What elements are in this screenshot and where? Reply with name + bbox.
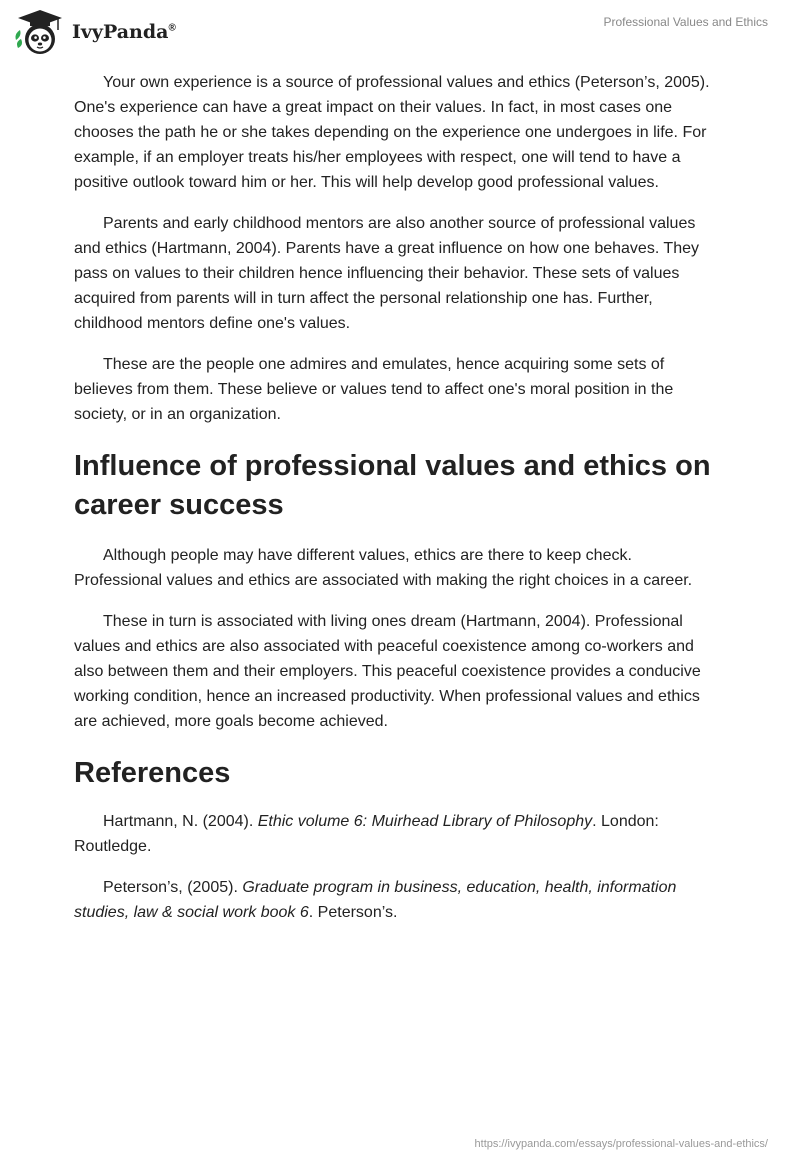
reference-publisher: . Peterson’s.: [308, 904, 398, 921]
reference-author-year: Hartmann, N. (2004).: [103, 813, 258, 830]
reference-entry: [74, 809, 722, 859]
reference-author-year: Peterson’s, (2005).: [103, 879, 243, 896]
reference-publisher: . London: Routledge.: [74, 813, 659, 855]
reference-title: Graduate program in business, education, health, information studies, law & social work book 6: [74, 879, 677, 921]
section-heading: Influence of professional values and ethics on career success: [74, 450, 711, 521]
brand-name: IvyPanda®: [72, 21, 176, 43]
paragraph: Although people may have different values, ethics are there to keep check. Professional values and ethics are associated with making the right choices in a career.: [74, 547, 693, 589]
paragraph: Your own experience is a source of professional values and ethics (Peterson’s, 2005). One's experience can have a great impact on their values. In fact, in most cases one chooses the path he or she takes depending on the experience one undergoes in life. For example, if an employer treats his/her employees with respect, one will tend to have a positive outlook toward him or her. This will help develop good professional values.: [74, 74, 710, 191]
reference-entry: [74, 875, 722, 925]
ivypanda-logo[interactable]: [14, 8, 176, 56]
paragraph: These in turn is associated with living ones dream (Hartmann, 2004). Professional values and ethics are also associated with peaceful coexistence among co-workers and also between them and their employers. This peaceful coexistence provides a conducive working condition, hence an increased productivity. When professional values and ethics are achieved, more goals become achieved.: [74, 613, 701, 730]
reference-title: Ethic volume 6: Muirhead Library of Philosophy: [257, 813, 593, 830]
running-title: Professional Values and Ethics: [603, 15, 768, 29]
references-heading: References: [74, 757, 231, 789]
page-header: [0, 0, 800, 64]
source-url[interactable]: https://ivypanda.com/essays/professional-values-and-ethics/: [474, 1138, 768, 1150]
paragraph: These are the people one admires and emulates, hence acquiring some sets of believes from them. These believe or values tend to affect one's moral position in the society, or in an organization.: [74, 356, 674, 423]
panda-graduate-icon: [14, 8, 66, 56]
paragraph: Parents and early childhood mentors are also another source of professional values and ethics (Hartmann, 2004). Parents have a great influence on how one behaves. They pass on values to their children hence influencing their behavior. These sets of values acquired from parents will in turn affect the personal relationship one has. Further, childhood mentors define one's values.: [74, 215, 699, 332]
essay-content: [74, 70, 722, 941]
